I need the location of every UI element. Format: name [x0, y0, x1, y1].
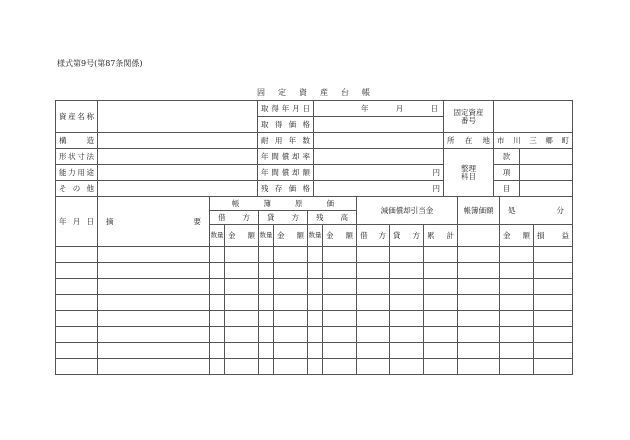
ledger-cell[interactable]: [225, 295, 259, 311]
ledger-cell[interactable]: [274, 359, 308, 375]
ledger-cell[interactable]: [390, 359, 424, 375]
row-dimensions: [56, 149, 573, 165]
ledger-cell[interactable]: [357, 295, 390, 311]
ledger-cell[interactable]: [274, 327, 308, 343]
ledger-cell[interactable]: [98, 247, 210, 263]
yen-unit: 円: [432, 167, 440, 177]
dep-debit-header: 借方: [357, 225, 390, 247]
ledger-header-row-1: [56, 197, 573, 211]
ledger-cell[interactable]: [274, 263, 308, 279]
moku-value[interactable]: [520, 181, 573, 197]
ledger-cell[interactable]: [274, 311, 308, 327]
useful-life-value[interactable]: [314, 133, 444, 149]
ledger-cell[interactable]: [210, 279, 225, 295]
ledger-cell[interactable]: [259, 327, 274, 343]
debit-header: 借方: [210, 211, 259, 225]
ledger-cell[interactable]: [56, 263, 98, 279]
residual-value-label: 残存価格: [258, 181, 314, 197]
ledger-cell[interactable]: [534, 359, 573, 375]
disposal-header: 処分: [500, 197, 573, 225]
ledger-cell[interactable]: [56, 327, 98, 343]
row-asset-name: [56, 101, 573, 117]
acquisition-price-label: 取得価格: [258, 117, 314, 133]
classification-label: 整理 科目: [444, 149, 494, 197]
ledger-cell[interactable]: [323, 247, 357, 263]
form-title: 固定資産台帳: [257, 88, 383, 97]
ledger-row: [56, 327, 573, 343]
ledger-cell[interactable]: [424, 327, 458, 343]
debit-amount-header: 金額: [225, 225, 259, 247]
ledger-cell[interactable]: [424, 279, 458, 295]
acquisition-date-label: 取得年月日: [258, 101, 314, 117]
ledger-summary-header: 摘要: [98, 197, 210, 247]
ledger-cell[interactable]: [98, 327, 210, 343]
kou-value[interactable]: [520, 165, 573, 181]
ledger-cell[interactable]: [458, 263, 500, 279]
ledger-cell[interactable]: [390, 343, 424, 359]
ledger-cell[interactable]: [225, 343, 259, 359]
ledger-row: [56, 359, 573, 375]
ledger-cell[interactable]: [308, 327, 323, 343]
ledger-cell[interactable]: [357, 343, 390, 359]
ledger-cell[interactable]: [390, 263, 424, 279]
ledger-cell[interactable]: [390, 311, 424, 327]
book-original-value-header: 帳簿原価: [210, 197, 357, 211]
ledger-cell[interactable]: [323, 359, 357, 375]
balance-header: 残高: [308, 211, 357, 225]
row-capacity: [56, 165, 573, 181]
credit-header: 貸方: [259, 211, 308, 225]
ledger-cell[interactable]: [323, 327, 357, 343]
ledger-cell[interactable]: [500, 295, 534, 311]
balance-quantity-header: 数量: [308, 225, 323, 247]
annual-depreciation-rate-label: 年間償却率: [258, 149, 314, 165]
acquisition-price-value[interactable]: [314, 117, 444, 133]
ledger-cell[interactable]: [500, 311, 534, 327]
ledger-cell[interactable]: [458, 343, 500, 359]
ledger-cell[interactable]: [56, 295, 98, 311]
ledger-cell[interactable]: [98, 343, 210, 359]
ledger-cell[interactable]: [390, 327, 424, 343]
ledger-cell[interactable]: [424, 359, 458, 375]
ledger-cell[interactable]: [210, 263, 225, 279]
ledger-cell[interactable]: [500, 247, 534, 263]
ledger-cell[interactable]: [225, 279, 259, 295]
asset-number-label: 固定資産 番号: [444, 101, 494, 133]
annual-depreciation-amount-value[interactable]: [314, 165, 444, 181]
ledger-cell[interactable]: [56, 311, 98, 327]
ledger-cell[interactable]: [323, 263, 357, 279]
ledger-cell[interactable]: [259, 295, 274, 311]
ledger-row: [56, 295, 573, 311]
capacity-use-value[interactable]: [98, 165, 258, 181]
moku-label: 目: [494, 181, 520, 197]
ledger-row: [56, 311, 573, 327]
ledger-table: [55, 196, 573, 375]
ledger-cell[interactable]: [225, 359, 259, 375]
ledger-cell[interactable]: [357, 247, 390, 263]
book-value-sub-header: [458, 225, 500, 247]
kou-label: 項: [494, 165, 520, 181]
credit-amount-header: 金額: [274, 225, 308, 247]
ledger-cell[interactable]: [424, 247, 458, 263]
ledger-cell[interactable]: [56, 247, 98, 263]
ledger-cell[interactable]: [323, 343, 357, 359]
ledger-cell[interactable]: [98, 359, 210, 375]
structure-value[interactable]: [98, 133, 258, 149]
ledger-cell[interactable]: [458, 327, 500, 343]
ledger-cell[interactable]: [308, 359, 323, 375]
ledger-cell[interactable]: [534, 311, 573, 327]
ledger-cell[interactable]: [98, 263, 210, 279]
ledger-cell[interactable]: [259, 343, 274, 359]
ledger-cell[interactable]: [225, 263, 259, 279]
ledger-cell[interactable]: [323, 279, 357, 295]
ledger-cell[interactable]: [357, 327, 390, 343]
book-value-header: 帳簿価額: [458, 197, 500, 225]
ledger-cell[interactable]: [500, 327, 534, 343]
ledger-cell[interactable]: [274, 247, 308, 263]
ledger-cell[interactable]: [259, 311, 274, 327]
asset-name-label: 資産名称: [56, 101, 98, 133]
ledger-cell[interactable]: [259, 263, 274, 279]
ledger-cell[interactable]: [210, 327, 225, 343]
ledger-cell[interactable]: [56, 279, 98, 295]
ledger-cell[interactable]: [259, 247, 274, 263]
ledger-date-header: 年月日: [56, 197, 98, 247]
ledger-cell[interactable]: [500, 359, 534, 375]
ledger-cell[interactable]: [225, 327, 259, 343]
ledger-cell[interactable]: [500, 263, 534, 279]
ledger-cell[interactable]: [357, 311, 390, 327]
date-day-unit: 日: [430, 103, 438, 113]
ledger-cell[interactable]: [534, 247, 573, 263]
asset-info-table: [55, 100, 573, 197]
other-value[interactable]: [98, 181, 258, 197]
ledger-cell[interactable]: [98, 295, 210, 311]
ledger-cell[interactable]: [98, 311, 210, 327]
depreciation-allowance-header: 減価償却引当金: [357, 197, 458, 225]
ledger-body: [56, 247, 573, 375]
ledger-cell[interactable]: [500, 343, 534, 359]
ledger-cell[interactable]: [308, 247, 323, 263]
row-other: [56, 181, 573, 197]
capacity-use-label: 能力用途: [56, 165, 98, 181]
dep-credit-header: 貸方: [390, 225, 424, 247]
ledger-cell[interactable]: [98, 279, 210, 295]
gain-loss-header: 損益: [534, 225, 573, 247]
ledger-cell[interactable]: [458, 279, 500, 295]
kan-label: 款: [494, 149, 520, 165]
ledger-cell[interactable]: [323, 295, 357, 311]
ledger-cell[interactable]: [225, 311, 259, 327]
asset-name-value[interactable]: [98, 101, 258, 133]
ledger-cell[interactable]: [259, 359, 274, 375]
other-label: その他: [56, 181, 98, 197]
ledger-cell[interactable]: [534, 295, 573, 311]
residual-value-value[interactable]: [314, 181, 444, 197]
ledger-cell[interactable]: [323, 311, 357, 327]
date-month-unit: 月: [395, 103, 404, 113]
date-year-unit: 年: [361, 103, 369, 113]
dimensions-label: 形状寸法: [56, 149, 98, 165]
ledger-cell[interactable]: [458, 295, 500, 311]
ledger-cell[interactable]: [534, 263, 573, 279]
ledger-cell[interactable]: [274, 295, 308, 311]
kan-value[interactable]: [520, 149, 573, 165]
disposal-amount-header: 金額: [500, 225, 534, 247]
useful-life-label: 耐用年数: [258, 133, 314, 149]
asset-number-value[interactable]: [494, 101, 573, 133]
ledger-cell[interactable]: [500, 279, 534, 295]
ledger-cell[interactable]: [357, 279, 390, 295]
ledger-cell[interactable]: [390, 279, 424, 295]
form-number-label: 様式第9号(第87条関係): [57, 59, 143, 68]
ledger-cell[interactable]: [357, 263, 390, 279]
ledger-row: [56, 263, 573, 279]
location-value[interactable]: 市川三郷町: [494, 133, 573, 149]
ledger-cell[interactable]: [259, 279, 274, 295]
ledger-cell[interactable]: [210, 311, 225, 327]
dimensions-value[interactable]: [98, 149, 258, 165]
debit-quantity-header: 数量: [210, 225, 225, 247]
structure-label: 構造: [56, 133, 98, 149]
ledger-cell[interactable]: [390, 247, 424, 263]
annual-depreciation-amount-label: 年間償却額: [258, 165, 314, 181]
ledger-cell[interactable]: [458, 311, 500, 327]
ledger-cell[interactable]: [534, 343, 573, 359]
location-label: 所在地: [444, 133, 494, 149]
ledger-row: [56, 247, 573, 263]
ledger-cell[interactable]: [458, 247, 500, 263]
ledger-cell[interactable]: [458, 359, 500, 375]
ledger-cell[interactable]: [534, 279, 573, 295]
ledger-cell[interactable]: [308, 311, 323, 327]
acquisition-date-value[interactable]: [314, 101, 444, 117]
ledger-row: [56, 279, 573, 295]
ledger-cell[interactable]: [56, 343, 98, 359]
balance-amount-header: 金額: [323, 225, 357, 247]
cumulative-header: 累計: [424, 225, 458, 247]
ledger-cell[interactable]: [308, 279, 323, 295]
annual-depreciation-rate-value[interactable]: [314, 149, 444, 165]
ledger-cell[interactable]: [274, 279, 308, 295]
ledger-cell[interactable]: [210, 343, 225, 359]
ledger-cell[interactable]: [390, 295, 424, 311]
row-structure: [56, 133, 573, 149]
ledger-cell[interactable]: [424, 295, 458, 311]
ledger-cell[interactable]: [308, 343, 323, 359]
ledger-cell[interactable]: [534, 327, 573, 343]
credit-quantity-header: 数量: [259, 225, 274, 247]
ledger-cell[interactable]: [424, 263, 458, 279]
ledger-cell[interactable]: [210, 295, 225, 311]
ledger-cell[interactable]: [225, 247, 259, 263]
ledger-cell[interactable]: [274, 343, 308, 359]
ledger-cell[interactable]: [210, 247, 225, 263]
ledger-cell[interactable]: [424, 343, 458, 359]
ledger-cell[interactable]: [357, 359, 390, 375]
ledger-cell[interactable]: [424, 311, 458, 327]
ledger-cell[interactable]: [56, 359, 98, 375]
ledger-row: [56, 343, 573, 359]
ledger-cell[interactable]: [308, 295, 323, 311]
yen-unit: 円: [432, 183, 440, 193]
ledger-cell[interactable]: [210, 359, 225, 375]
ledger-cell[interactable]: [308, 263, 323, 279]
